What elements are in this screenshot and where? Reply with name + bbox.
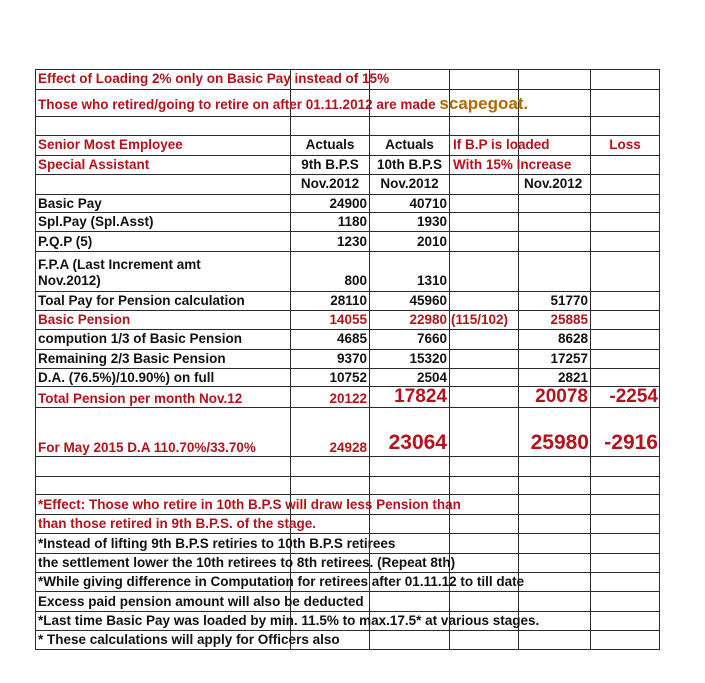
header-col1-line1: Actuals	[305, 137, 355, 152]
title-line-1: Effect of Loading 2% only on Basic Pay instead of 15%	[38, 71, 390, 86]
row-may2015-label: For May 2015 D.A 110.70%/33.70%	[38, 440, 256, 455]
header-designation: Special Assistant	[38, 157, 150, 172]
row-fpa-label-2: Nov.2012)	[38, 273, 101, 288]
header-col4: Nov.2012	[524, 176, 583, 191]
row-total-pay-c4: 51770	[550, 293, 588, 308]
row-remaining-c2: 15320	[409, 351, 447, 366]
scapegoat-emphasis: scapegoat.	[439, 94, 529, 113]
row-total-pay-label: Toal Pay for Pension calculation	[38, 293, 245, 308]
note-line-4: the settlement lower the 10th retirees to 8th retirees. (Repeat 8th)	[38, 555, 456, 570]
row-total-pension-loss: -2254	[609, 386, 658, 407]
row-da-c1: 10752	[329, 370, 367, 385]
header-col1-line2: 9th B.P.S	[301, 157, 359, 172]
header-col3-line2: With 15% Increase	[453, 157, 572, 172]
note-line-6: Excess paid pension amount will also be deducted	[38, 594, 364, 609]
row-da-c2: 2504	[416, 370, 447, 385]
row-basic-pension-note: (115/102)	[451, 312, 509, 327]
header-col2-line1: Actuals	[385, 137, 434, 152]
row-fpa-c2: 1310	[416, 273, 447, 288]
header-col2-line2: 10th B.P.S	[376, 157, 443, 172]
row-commutation-label: compution 1/3 of Basic Pension	[38, 331, 243, 346]
row-may2015-c1: 24928	[329, 440, 367, 455]
row-basic-pension-c4: 25885	[550, 312, 588, 327]
note-line-1: *Effect: Those who retire in 10th B.P.S will draw less Pension than	[38, 497, 461, 512]
title-line-2-text: Those who retired/going to retire on after 01.11.2012 are made	[38, 97, 436, 112]
row-basic-pension-label: Basic Pension	[38, 312, 131, 327]
row-da-label: D.A. (76.5%)/10.90%) on full	[38, 370, 215, 385]
row-spl-pay-label: Spl.Pay (Spl.Asst)	[38, 214, 154, 229]
row-pqp-c1: 1230	[336, 234, 367, 249]
row-basic-pension-c1: 14055	[329, 312, 367, 327]
note-line-2: than those retired in 9th B.P.S. of the stage.	[38, 516, 317, 531]
row-commutation-c2: 7660	[416, 331, 447, 346]
row-da-c4: 2821	[557, 370, 588, 385]
row-commutation-c4: 8628	[557, 331, 588, 346]
note-line-3: *Instead of lifting 9th B.P.S retiries to 10th B.P.S retirees	[38, 536, 396, 551]
header-col2-line3: Nov.2012	[380, 176, 439, 191]
row-total-pay-c2: 45960	[409, 293, 447, 308]
row-remaining-label: Remaining 2/3 Basic Pension	[38, 351, 226, 366]
row-pqp-label: P.Q.P (5)	[38, 234, 93, 249]
row-basic-pay-c1: 24900	[329, 196, 367, 211]
title-line-2	[38, 95, 528, 112]
header-loss: Loss	[609, 137, 641, 152]
row-remaining-c4: 17257	[550, 351, 588, 366]
row-basic-pension-c2: 22980	[409, 312, 447, 327]
row-total-pension-c2: 17824	[394, 386, 447, 407]
header-employee: Senior Most Employee	[38, 137, 183, 152]
row-pqp-c2: 2010	[416, 234, 447, 249]
row-may2015-c4: 25980	[530, 431, 589, 454]
row-total-pension-label: Total Pension per month Nov.12	[38, 391, 243, 406]
row-basic-pay-label: Basic Pay	[38, 196, 102, 211]
header-col1-line3: Nov.2012	[300, 176, 360, 191]
note-line-5: *While giving difference in Computation for retirees after 01.11.12 to till date	[38, 574, 525, 589]
header-col3-line1: If B.P is loaded	[453, 137, 550, 152]
note-line-8: * These calculations will apply for Officers also	[38, 632, 340, 647]
row-fpa-label: F.P.A (Last Increment amt	[38, 257, 201, 272]
row-may2015-c2: 23064	[388, 431, 447, 454]
row-spl-pay-c2: 1930	[416, 214, 447, 229]
row-total-pension-c4: 20078	[535, 386, 588, 407]
row-remaining-c1: 9370	[336, 351, 367, 366]
row-total-pay-c1: 28110	[330, 293, 367, 308]
row-may2015-loss: -2916	[604, 431, 658, 454]
row-fpa-c1: 800	[344, 273, 367, 288]
row-commutation-c1: 4685	[336, 331, 367, 346]
note-line-7: *Last time Basic Pay was loaded by min. 11.5% to max.17.5* at various stages.	[38, 613, 540, 628]
row-total-pension-c1: 20122	[329, 391, 367, 406]
row-basic-pay-c2: 40710	[409, 196, 447, 211]
row-spl-pay-c1: 1180	[337, 214, 367, 229]
